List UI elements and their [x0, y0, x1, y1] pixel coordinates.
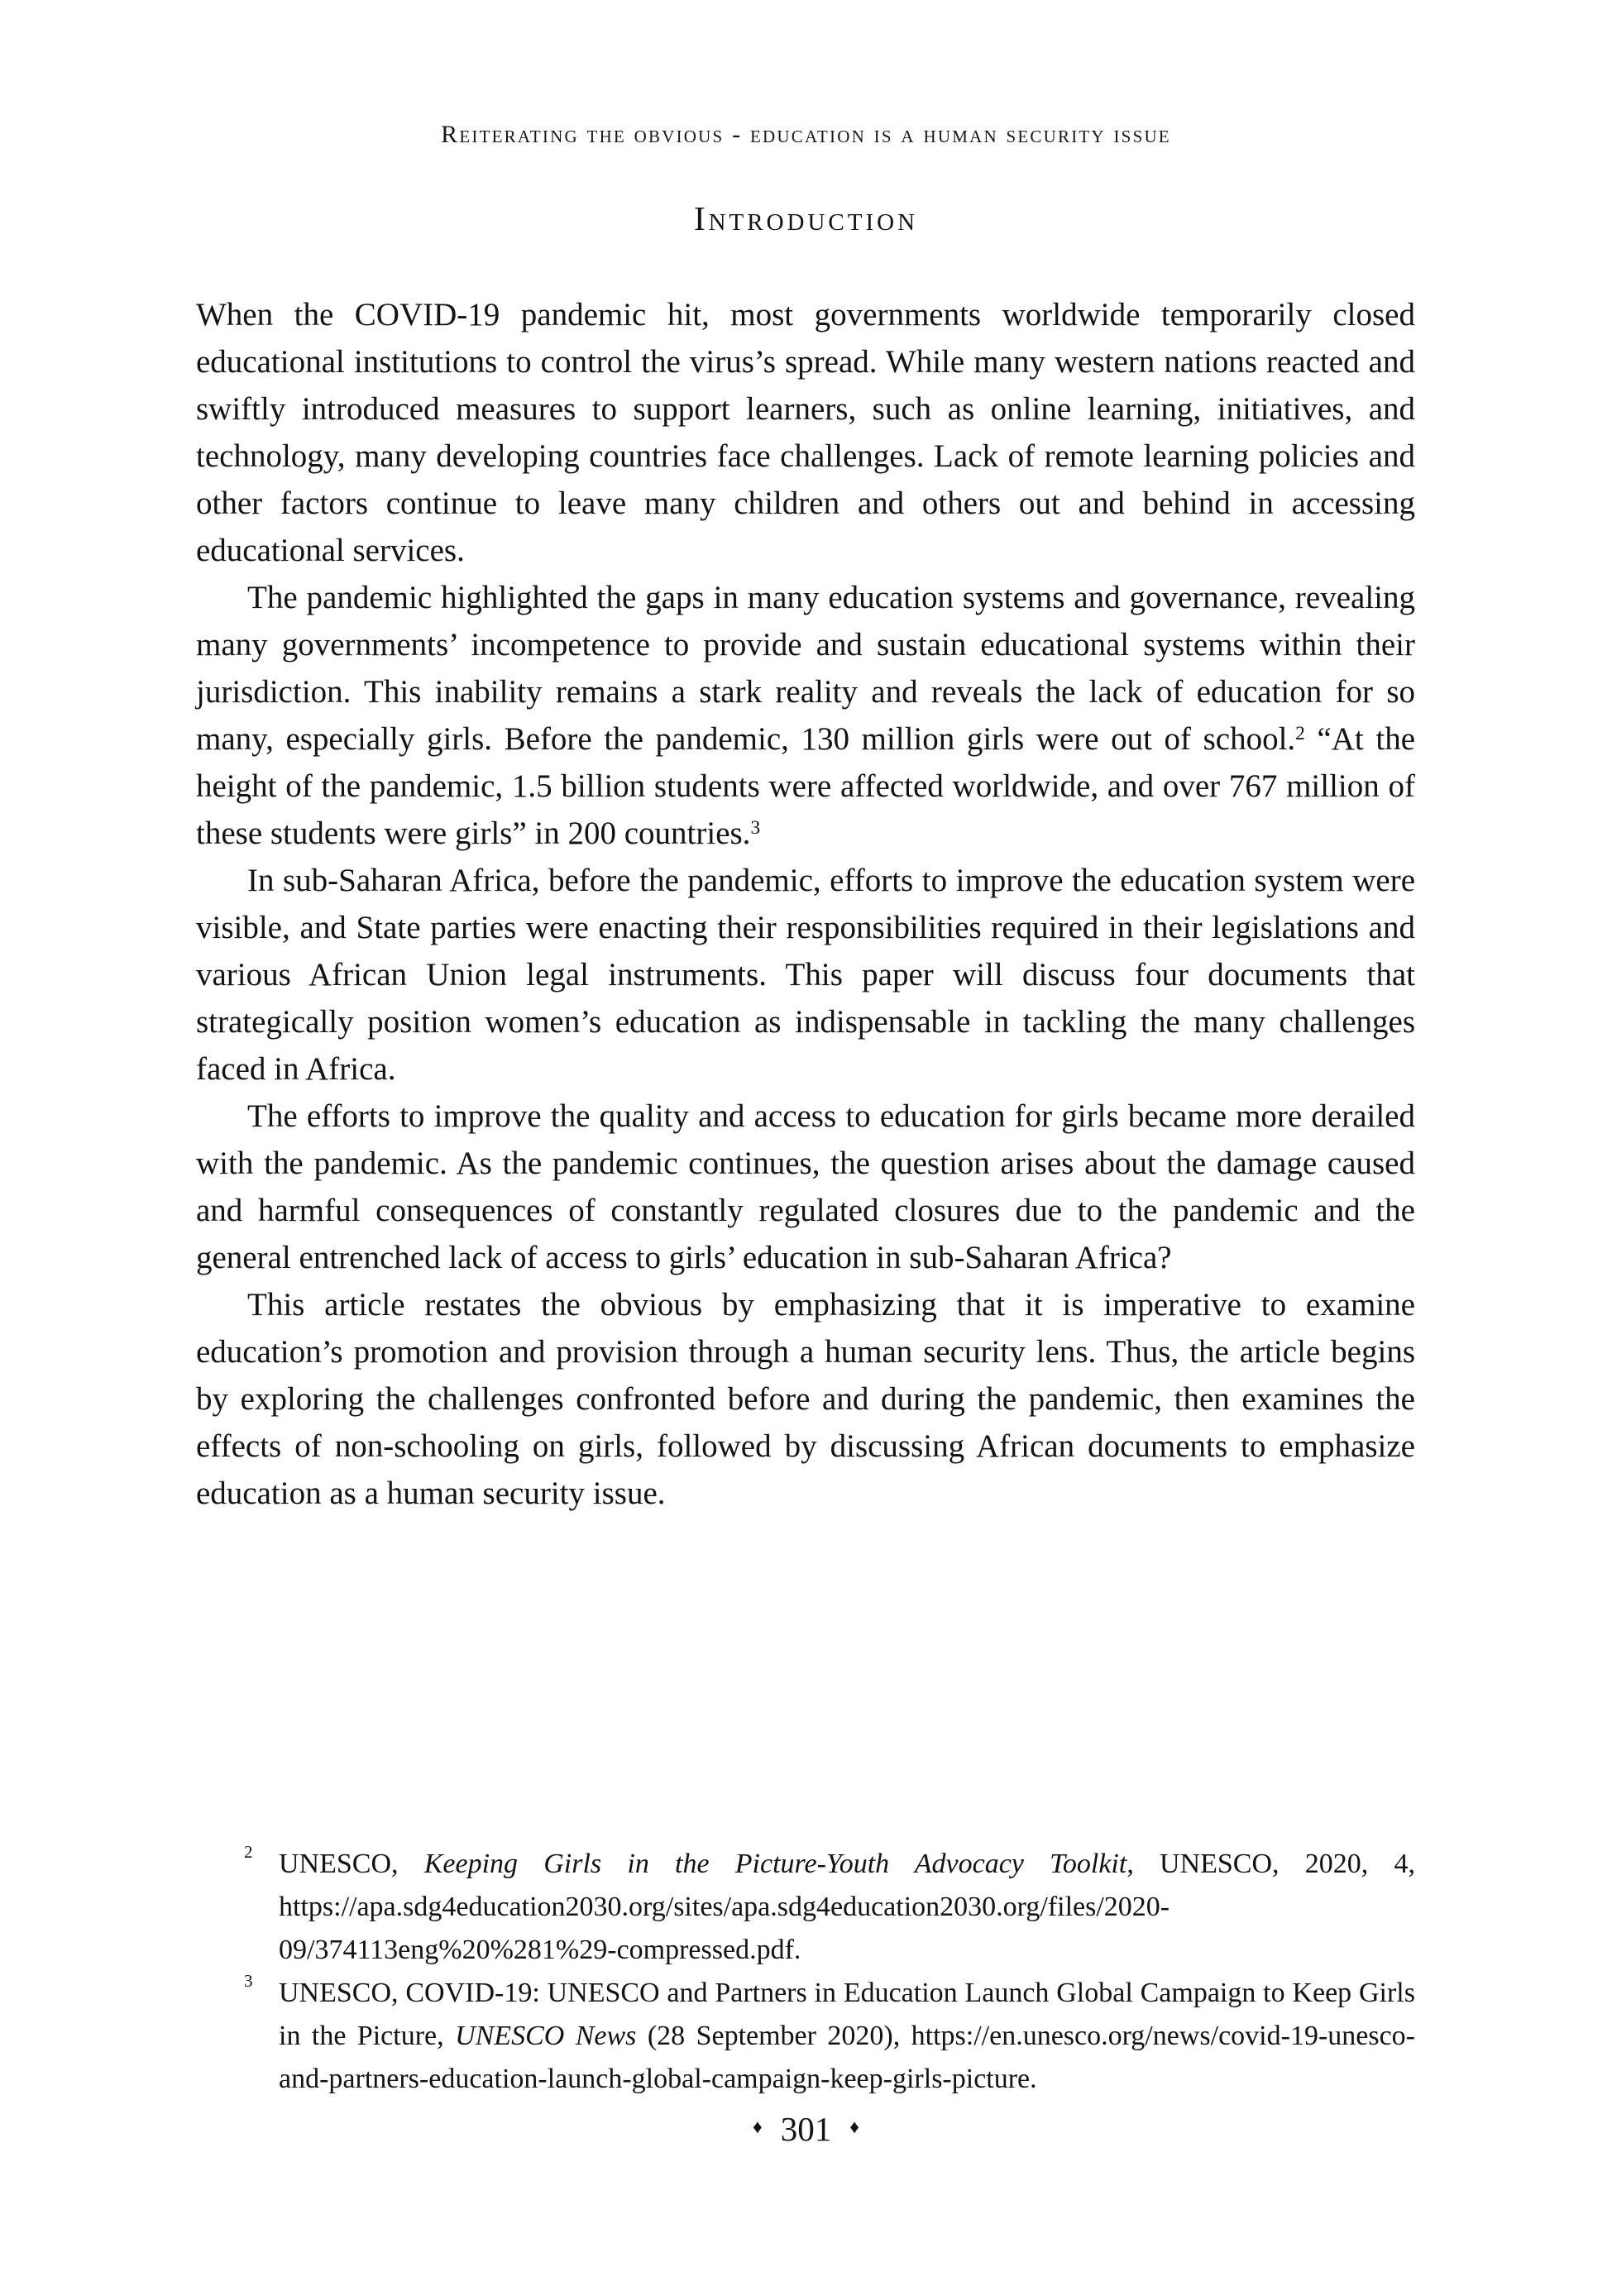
- paragraph-4: The efforts to improve the quality and access to education for girls became more derailed with the pandemic. As the pandemic continues, the question arises about the damage caused and harmful consequences of constantly regulated closures due to the pandemic and the general entrenched lack of access to girls’ education in sub-Saharan Africa?: [196, 1098, 1415, 1275]
- footnote-3: [196, 1972, 1415, 2101]
- running-head: Reiterating the obvious - education is a human security issue: [441, 121, 1171, 148]
- footnote-2: [196, 1843, 1415, 1972]
- folio-bullet-right: ♦: [849, 2117, 859, 2137]
- paragraph-1: When the COVID-19 pandemic hit, most governments worldwide temporarily closed educational institutions to control the virus’s spread. While many western nations reacted and swiftly introduced measures to support learners, such as online learning, initiatives, and technology, many developing countries face challenges. Lack of remote learning policies and other factors continue to leave many children and others out and behind in accessing educational services.: [196, 297, 1415, 568]
- paragraph-2: [196, 574, 1415, 857]
- body-text: [196, 291, 1415, 1517]
- footnote-3-text-before: UNESCO, COVID-19: UNESCO and Partners in Education Launch Global Campaign to Keep Girls in the Picture,: [279, 1978, 1415, 2051]
- page-number: 301: [780, 2110, 832, 2148]
- footnote-2-marker: 2: [244, 1842, 253, 1862]
- paragraph-3: In sub-Saharan Africa, before the pandemic, efforts to improve the education system were visible, and State parties were enacting their responsibilities required in their legislations and various African Union legal instruments. This paper will discuss four documents that strategically position women’s education as indispensable in tackling the many challenges faced in Africa.: [196, 863, 1415, 1087]
- paragraph-5: This article restates the obvious by emphasizing that it is imperative to examine education’s promotion and provision through a human security lens. Thus, the article begins by exploring the challenges confronted before and during the pandemic, then examines the effects of non-schooling on girls, followed by discussing African documents to emphasize education as a human security issue.: [196, 1287, 1415, 1511]
- section-title: Introduction: [693, 199, 919, 237]
- footnote-3-marker: 3: [244, 1971, 253, 1991]
- footnote-2-italic-title: Keeping Girls in the Picture-Youth Advocacy Toolkit: [423, 1849, 1127, 1879]
- page-footer: [0, 2109, 1612, 2149]
- footnote-ref-2: 2: [1295, 723, 1305, 745]
- footnotes-section: [196, 1843, 1415, 2101]
- footnote-2-text-after: , UNESCO, 2020, 4, https://apa.sdg4education2030.org/sites/apa.sdg4education2030.org/files/2020-09/374113eng%20%281%29-compressed.pdf.: [279, 1849, 1415, 1965]
- footnote-3-italic-title: UNESCO News: [455, 2021, 637, 2051]
- paragraph-2-text-after-ref: “At the height of the pandemic, 1.5 billion students were affected worldwide, and over 767 million of these students were girls” in 200 countries.: [196, 721, 1415, 851]
- footnote-3-text-after: (28 September 2020), https://en.unesco.org/news/covid-19-unesco-and-partners-education-launch-global-campaign-keep-girls-picture.: [279, 2021, 1415, 2094]
- folio-bullet-left: ♦: [753, 2117, 763, 2137]
- footnote-2-text-before: UNESCO,: [279, 1849, 424, 1879]
- footnote-ref-3: 3: [750, 817, 761, 839]
- paragraph-2-text-before-ref: The pandemic highlighted the gaps in many education systems and governance, revealing many governments’ incompetence to provide and sustain educational systems within their jurisdiction. This inability remains a stark reality and reveals the lack of education for so many, especially girls. Before the pandemic, 130 million girls were out of school.: [196, 580, 1415, 757]
